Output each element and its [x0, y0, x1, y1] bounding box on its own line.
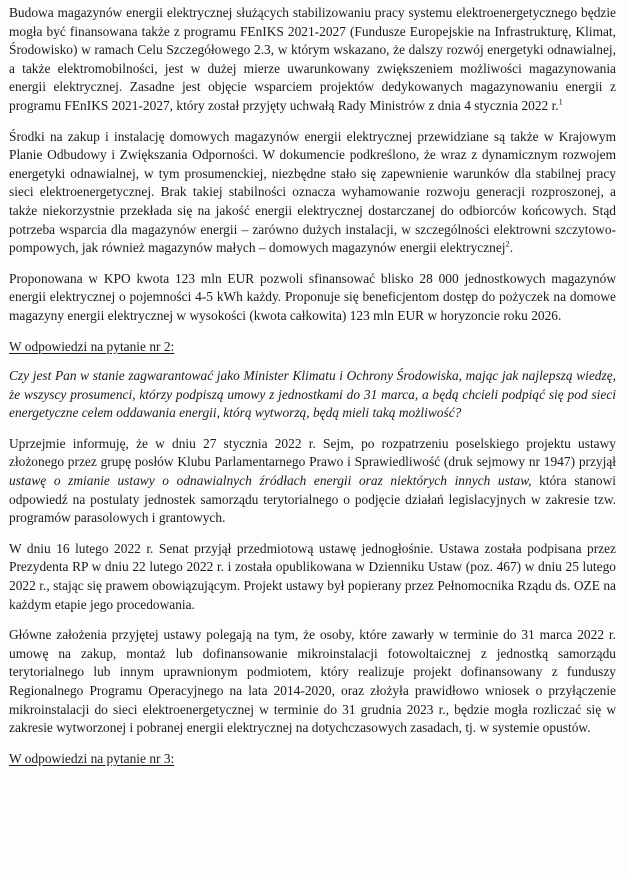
paragraph-text: Budowa magazynów energii elektrycznej służących stabilizowaniu pracy systemu elektroenergetycznego będzie mogła być finansowana także z programu FEnIKS 2021-2027 (Fundusze Europejskie na Infrastrukturę, Klimat, Środowisko) w ramach Celu Szczegółowego 2.3, w którym wskazano, że dalszy rozwój energetyki odnawialnej, a także elektromobilności, jest w dużej mierze uwarunkowany zwiększeniem możliwości magazynowania energii elektrycznej. Zasadne jest objęcie wsparciem projektów dedykowanych magazynowaniu energii z programu FEnIKS 2021-2027, który został przyjęty uchwałą Rady Ministrów z dnia 4 stycznia 2022 r. [9, 5, 616, 113]
paragraph-text: W dniu 16 lutego 2022 r. Senat przyjął przedmiotową ustawę jednogłośnie. Ustawa została podpisana przez Prezydenta RP w dniu 22 lutego 2022 r. i została opublikowana w Dzienniku Ustaw (poz. 467) w dniu 25 lutego 2022 r., stając się prawem obowiązującym. Projekt ustawy był popierany przez Pełnomocnika Rządu ds. OZE na każdym etapie jego procedowania. [9, 540, 616, 612]
section-heading-label: W odpowiedzi na pytanie nr 2: [9, 338, 175, 354]
section-heading-label: W odpowiedzi na pytanie nr 3: [9, 750, 175, 766]
paragraph-glowne-zalozenia [9, 626, 616, 738]
paragraph-text: która stanowi odpowiedź na postulaty jednostek samorządu terytorialnego o podjęcie działań legislacyjnych w zakresie tzw. programów parasolowych i grantowych. [9, 473, 616, 526]
paragraph-question-2 [9, 367, 616, 423]
paragraph-text: . [509, 240, 514, 256]
footnote-ref-2: 2 [505, 239, 510, 249]
paragraph-senat-podpisanie [9, 540, 616, 614]
paragraph-kpo-kwota [9, 270, 616, 326]
section-heading-question-2 [9, 338, 616, 357]
paragraph-text: Główne założenia przyjętej ustawy polegają na tym, że osoby, które zawarły w terminie do 31 marca 2022 r. umowę na zakup, montaż lub dofinansowanie mikroinstalacji fotowoltaicznej z jednostką samorządu terytorialnego lub innym uprawnionym podmiotem, który realizuje projekt dofinansowany z funduszy Regionalnego Programu Operacyjnego na lata 2014-2020, oraz złożyła prawidłowo wniosek o przyłączenie mikroinstalacji do sieci elektroenergetycznej w terminie do 31 grudnia 2023 r., będzie mogła rozliczać się w zakresie wytworzonej i pobranej energii elektrycznej na dotychczasowych zasadach, tj. w systemie opustów. [9, 627, 616, 736]
paragraph-text: Proponowana w KPO kwota 123 mln EUR pozwoli sfinansować blisko 28 000 jednostkowych magazynów energii elektrycznej o pojemności 4-5 kWh każdy. Proponuje się beneficjentom dostęp do pożyczek na domowe magazyny energii elektrycznej w wysokości (kwota całkowita) 123 mln EUR w horyzoncie roku 2026. [9, 270, 616, 323]
section-heading-question-3 [9, 750, 616, 769]
paragraph-feniks-program [9, 4, 616, 116]
paragraph-sejm-ustawa [9, 435, 616, 528]
paragraph-text: Uprzejmie informuję, że w dniu 27 stycznia 2022 r. Sejm, po rozpatrzeniu poselskiego projektu ustawy złożonego przez grupę posłów Klubu Parlamentarnego Prawo i Sprawiedliwość (druk sejmowy nr 1947) przyjął [9, 435, 616, 470]
footnote-ref-1: 1 [558, 97, 563, 107]
paragraph-kpo-srodki [9, 128, 616, 258]
paragraph-text: Czy jest Pan w stanie zagwarantować jako Minister Klimatu i Ochrony Środowiska, mając jak najlepszą wiedzę, że wszyscy prosumenci, którzy podpiszą umowy z jednostkami do 31 marca, a będą chcieli podpiąć się pod sieci energetyczne celem oddawania energii, którą wytworzą, będą mieli taką możliwość? [9, 368, 616, 421]
paragraph-text: Środki na zakup i instalację domowych magazynów energii elektrycznej przewidziane są także w Krajowym Planie Odbudowy i Zwiększania Odporności. W dokumencie podkreślono, że wraz z dynamicznym rozwojem energetyki odnawialnej, w tym prosumenckiej, niezbędne stało się zapewnienie warunków dla stabilnej pracy sieci elektroenergetycznej. Brak takiej stabilności oznacza wyhamowanie rozwoju generacji rozproszonej, a także niekorzystnie przekłada się na jakość energii elektrycznej dostarczanej do odbiorców końcowych. Stąd potrzeba wsparcia dla magazynów energii – zarówno dużych instalacji, w szczególności elektrowni szczytowo-pompowych, jak również magazynów małych – domowych magazynów energii elektrycznej [9, 128, 616, 256]
law-title-italic: ustawę o zmianie ustawy o odnawialnych źródłach energii oraz niektórych innych ustaw, [9, 473, 532, 489]
